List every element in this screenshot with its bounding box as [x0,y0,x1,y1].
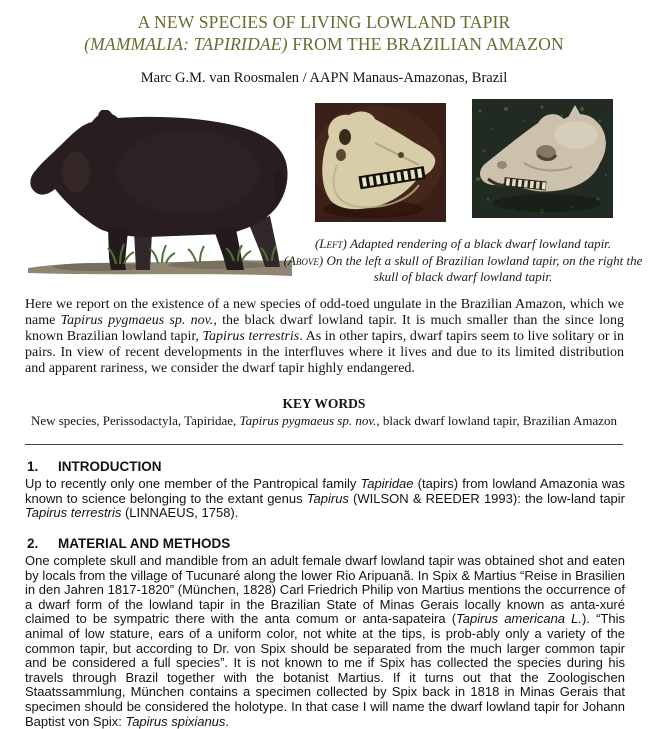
section-2-heading [27,536,625,551]
section-2-title: MATERIAL AND METHODS [58,536,231,551]
section-1-number: 1. [27,459,39,474]
section-1-body: Up to recently only one member of the Pantropical family Tapiridae (tapirs) from lowland Amazonia was known to science belonging to the extant genus Tapirus (WILSON & REEDER 1993): the low-land tapir Tapirus terrestris (LINNAEUS, 1758). [25,476,625,521]
paper-title-line1: A NEW SPECIES OF LIVING LOWLAND TAPIR [137,12,511,32]
skull-orbit [339,129,351,145]
section-divider [25,444,623,445]
figure-caption-line2: (Above) On the left a skull of Brazilian lowland tapir, on the right the skull of black dwarf lowland tapir. [283,252,643,284]
keywords-line: New species, Perissodactyla, Tapiridae, Tapirus pygmaeus sp. nov., black dwarf lowland tapir, Brazilian Amazon [30,413,618,428]
abstract-paragraph: Here we report on the existence of a new species of odd-toed ungulate in the Brazilian Amazon, which we name Tapirus pygmaeus sp. nov., the black dwarf lowland tapir. It is much smaller than the since long known Brazilian lowland tapir, Tapirus terrestris. As in other tapirs, dwarf tapirs seem to live solitary or in pairs. In view of recent developments in the interfluves where it lives and due to its limited distribution and apparent rariness, we consider the dwarf tapir highly endangered. [25,297,625,376]
soil-patch [168,261,268,269]
lowland-tapir-skull-photo [315,103,446,222]
skull-dome-highlight [554,121,598,149]
dwarf-tapir-skull-photo [472,99,613,218]
figure-caption-line1: (Left) Adapted rendering of a black dwarf lowland tapir. [314,236,612,251]
section-1-heading [27,459,625,474]
nasal-opening [497,161,507,169]
section-2-body: One complete skull and mandible from an adult female dwarf lowland tapir was obtained shot and eaten by locals from the village of Tucunaré along the lower Rio Aripuanã. In Spix & Martius “Reise in Brasilien in den Jahren 1817-1820” (München, 1828) Carl Friedrich Philip von Martius mentions the occurrence of a dwarf form of the lowland tapir in the Brazilian State of Minas Gerais locally known as anta-xuré claimed to be sympatric there with the anta comum or anta-sapateira (Tapirus americana L.). “This animal of low stature, ears of a uniform color, not white at the tips, is prob-ably only a variety of the common tapir, but according to Dr. von Spix should be separated from the much larger common tapir and be considered a full species”. It is not known to me if Spix has collected the species during his travels through Brazil together with the botanist Martius. If it turns out that the Zoologischen Staatssammlung, München contains a specimen collected by Spix back in 1818 in Minas Gerais that specimen should be considered the holotype. In that case I will name the dwarf lowland tapir for Johann Baptist von Spix: Tapirus spixianus. [25,553,625,729]
figure-caption [280,236,646,286]
soil-patch [53,263,143,271]
section-2-number: 2. [27,536,39,551]
author-line: Marc G.M. van Roosmalen / AAPN Manaus-Amazonas, Brazil [140,70,508,86]
skull-shadow [493,194,601,212]
skull-foramen [398,152,404,158]
paper-title [0,11,648,55]
tapir-cheek-shading [62,152,90,192]
paper-title-taxon: (MAMMALIA: TAPIRIDAE) [84,34,288,54]
skull-ear-opening [336,149,346,161]
paper-title-line2 [0,33,648,55]
keywords-heading: KEY WORDS [282,396,366,411]
tapir-illustration [28,110,304,282]
tapir-flank-shading [116,130,260,214]
section-1-title: INTRODUCTION [58,459,162,474]
paper-title-line2-rest: FROM THE BRAZILIAN AMAZON [287,34,564,54]
